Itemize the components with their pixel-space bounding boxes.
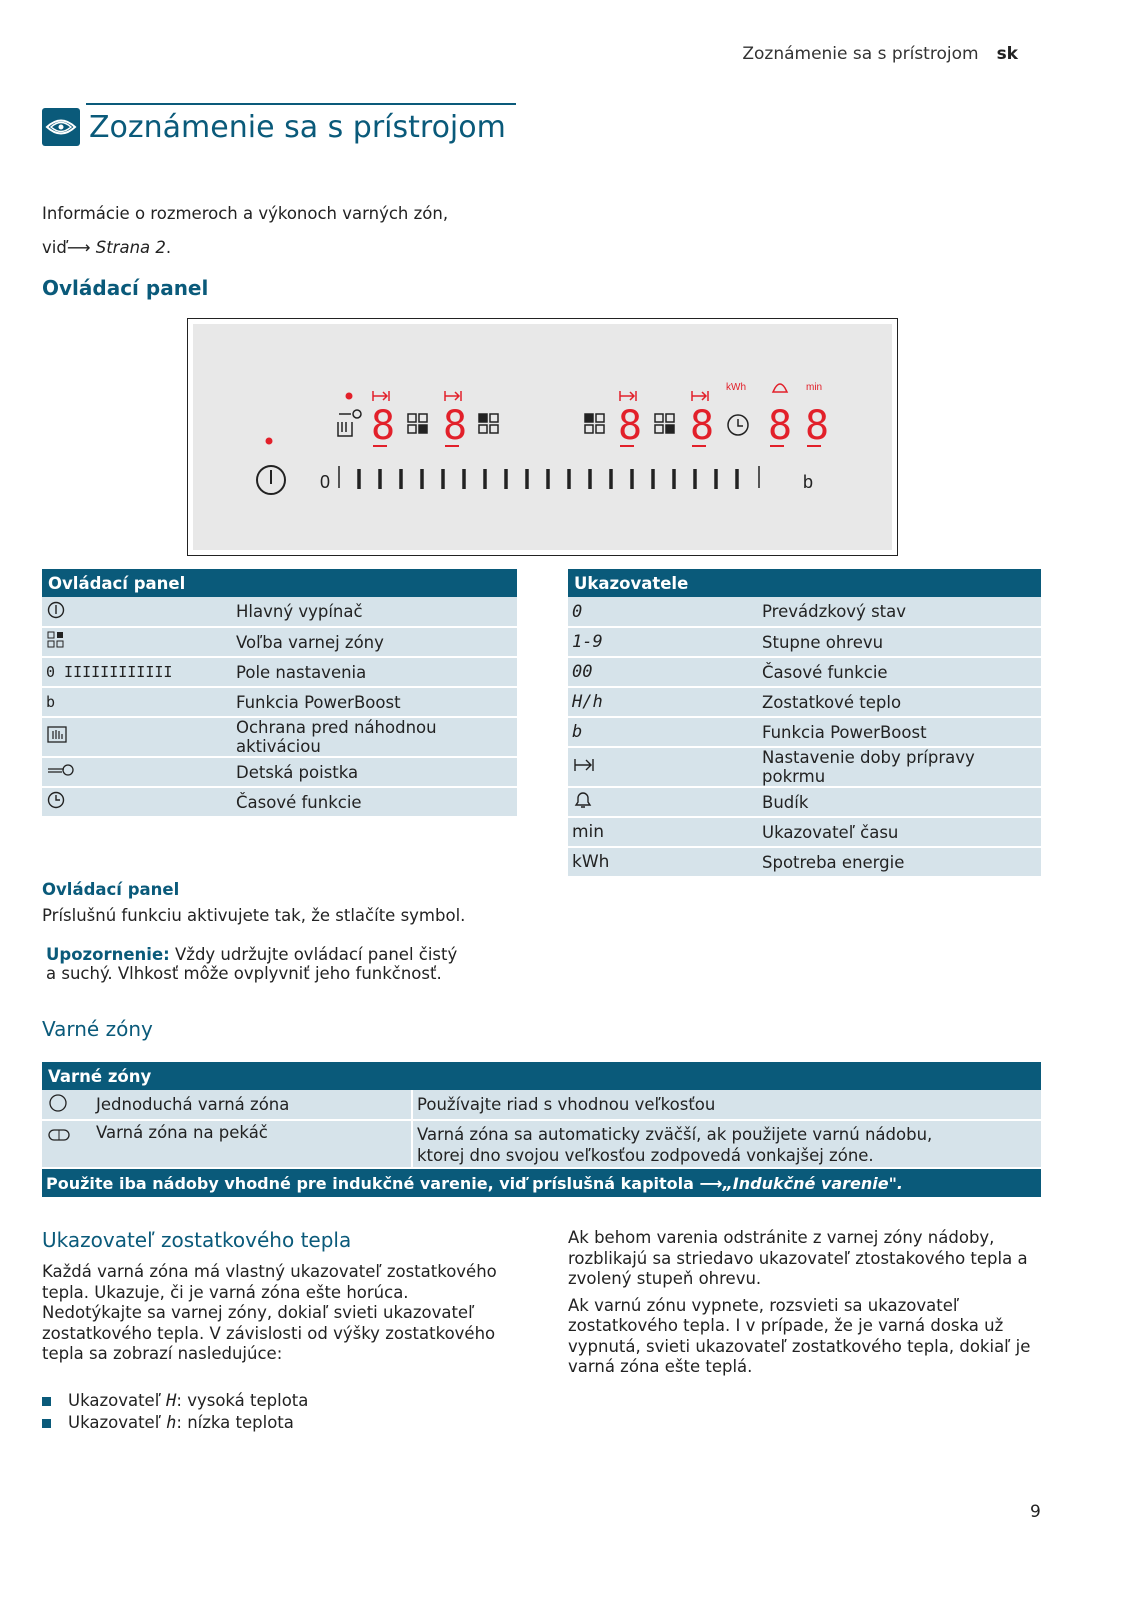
footer-text: Použite iba nádoby vhodné pre indukčné varenie, viď príslušná kapitola — [46, 1173, 694, 1193]
table-row — [42, 757, 517, 787]
table-row — [568, 787, 1041, 817]
row-label: Spotreba energie — [758, 847, 1041, 877]
cooking-zones-table — [42, 1062, 1041, 1199]
table-row — [42, 657, 517, 687]
indicator-symbol: b — [568, 717, 758, 747]
table-row — [42, 787, 517, 817]
arrow-icon: ⟶ — [66, 238, 91, 257]
warning-note — [46, 945, 476, 983]
row-label: Časové funkcie — [758, 657, 1041, 687]
high-heat-symbol: H — [166, 1391, 177, 1411]
page-reference-link[interactable]: Strana 2 — [95, 238, 166, 257]
table-footer — [42, 1168, 1041, 1198]
intro-prefix: viď — [42, 238, 67, 257]
min-label: min — [806, 382, 823, 393]
table-row — [42, 627, 517, 657]
header-section: Zoznámenie sa s prístrojom — [742, 44, 979, 64]
roaster-zone-icon — [46, 1125, 72, 1145]
indicator-dot — [346, 393, 353, 400]
running-header — [742, 44, 1018, 64]
intro-suffix: . — [165, 238, 172, 257]
key-icon — [339, 410, 361, 418]
residual-bullets — [42, 1390, 308, 1434]
note-text: Vždy udržujte ovládací panel čistý — [169, 945, 458, 964]
paragraph: Ak behom varenia odstránite z varnej zóny nádoby, rozblikajú sa striedavo ukazovateľ ztostakového tepla a zvolený stupeň ohrevu. — [568, 1228, 1028, 1288]
wipe-protection-icon — [46, 725, 68, 745]
display-digit: 8 — [805, 403, 830, 449]
row-label: Časové funkcie — [232, 787, 517, 817]
zone-name: Jednoduchá varná zóna — [92, 1090, 412, 1120]
table-row — [568, 817, 1041, 847]
table-row — [42, 1090, 1041, 1120]
row-label: Stupne ohrevu — [758, 627, 1041, 657]
row-label: Ukazovateľ času — [758, 817, 1041, 847]
power-icon — [46, 600, 66, 620]
slider-symbol: 0 IIIIIIIIIIII — [42, 657, 232, 687]
slider-bars — [359, 469, 737, 489]
row-label: Nastavenie doby prípravy pokrmu — [758, 747, 1041, 787]
indicator-symbol: 0 — [568, 597, 758, 627]
row-label: Prevádzkový stav — [758, 597, 1041, 627]
row-label: Hlavný vypínač — [232, 597, 517, 627]
residual-right-text — [568, 1228, 1043, 1384]
intro-line2 — [42, 238, 171, 257]
page-number: 9 — [1030, 1502, 1041, 1522]
zone-select-icon — [479, 414, 498, 433]
indicator-symbol: H/h — [568, 687, 758, 717]
panel-note-heading: Ovládací panel — [42, 880, 180, 899]
zone-desc: Používajte riad s vhodnou veľkosťou — [412, 1090, 1041, 1120]
induction-chapter-link[interactable]: ⟶„Indukčné varenie". — [699, 1173, 904, 1193]
bell-icon — [572, 790, 594, 810]
panel-controls-table — [42, 569, 517, 818]
table-header: Ovládací panel — [42, 569, 517, 597]
intro-line1: Informácie o rozmeroch a výkonoch varných zón, — [42, 204, 449, 223]
indicator-symbol: 00 — [568, 657, 758, 687]
table-row — [42, 717, 517, 757]
display-digit: 8 — [690, 403, 715, 449]
indicator-symbol: kWh — [568, 847, 758, 877]
row-label: Zostatkové teplo — [758, 687, 1041, 717]
residual-left-text: Každá varná zóna má vlastný ukazovateľ zostatkového tepla. Ukazuje, či je varná zóna ešte horúca. Nedotýkajte sa varnej zóny, dokiaľ svieti ukazovateľ zostatkového tepla. V závislosti od výšky zostatkového tepla sa zobrazí nasledujúce: — [42, 1262, 497, 1363]
kwh-label: kWh — [726, 382, 746, 393]
table-row — [568, 687, 1041, 717]
row-label: Pole nastavenia — [232, 657, 517, 687]
table-header: Ukazovatele — [568, 569, 1041, 597]
control-panel-figure — [187, 318, 898, 556]
table-row — [568, 747, 1041, 787]
control-panel-drawing — [193, 324, 892, 550]
table-row — [42, 687, 517, 717]
clock-icon — [46, 790, 66, 810]
key-icon — [46, 760, 76, 780]
display-digit: 8 — [768, 403, 793, 449]
row-label: Voľba varnej zóny — [232, 627, 517, 657]
row-label: Funkcia PowerBoost — [232, 687, 517, 717]
powerboost-label: b — [803, 472, 814, 492]
slider-zero-label: 0 — [320, 472, 331, 492]
list-item: Ukazovateľ H: vysoká teplota — [42, 1390, 308, 1412]
table-row — [568, 717, 1041, 747]
row-label: Funkcia PowerBoost — [758, 717, 1041, 747]
display-digit: 8 — [618, 403, 643, 449]
zone-select-icon — [46, 630, 66, 650]
indicator-dot — [266, 438, 273, 445]
table-header: Varné zóny — [42, 1062, 1041, 1090]
panel-note-text: Príslušnú funkciu aktivujete tak, že stlačíte symbol. — [42, 906, 466, 925]
row-label: Detská poistka — [232, 757, 517, 787]
display-digit: 8 — [443, 403, 468, 449]
powerboost-symbol: b — [42, 687, 232, 717]
header-lang: sk — [996, 44, 1018, 64]
paragraph: Ak varnú zónu vypnete, rozsvieti sa ukazovateľ zostatkového tepla. I v prípade, že je varná doska už vypnutá, svieti ukazovateľ zostatkového tepla, dokiaľ je varná zóna ešte teplá. — [568, 1295, 1031, 1376]
list-item: Ukazovateľ h: nízka teplota — [42, 1412, 308, 1434]
table-row — [568, 597, 1041, 627]
page-title: Zoznámenie sa s prístrojom — [89, 110, 506, 145]
zone-select-icon — [408, 414, 427, 433]
indicators-table — [568, 569, 1041, 878]
indicator-symbol: min — [568, 817, 758, 847]
residual-heading: Ukazovateľ zostatkového tepla — [42, 1228, 352, 1252]
table-row — [568, 627, 1041, 657]
note-label: Upozornenie: — [46, 945, 170, 964]
single-zone-icon — [46, 1093, 70, 1113]
row-label: Budík — [758, 787, 1041, 817]
zone-name: Varná zóna na pekáč — [92, 1120, 412, 1168]
display-digit: 8 — [371, 403, 396, 449]
zone-select-icon — [655, 414, 674, 433]
zones-heading: Varné zóny — [42, 1017, 153, 1041]
table-row — [568, 847, 1041, 877]
table-row — [42, 597, 517, 627]
title-rule — [86, 103, 516, 105]
row-label: Ochrana pred náhodnou aktiváciou — [232, 717, 517, 757]
table-row — [568, 657, 1041, 687]
panel-heading: Ovládací panel — [42, 276, 209, 300]
zone-desc: Varná zóna sa automaticky zväčší, ak použijete varnú nádobu, ktorej dno svojou veľkosťou zodpovedá vonkajšej zóne. — [412, 1120, 1041, 1168]
low-heat-symbol: h — [166, 1413, 177, 1433]
table-row — [42, 1120, 1041, 1168]
prep-time-icon — [572, 755, 598, 775]
indicator-symbol: 1-9 — [568, 627, 758, 657]
eye-icon — [42, 108, 80, 146]
wipe-protection-icon — [338, 422, 352, 436]
note-text: a suchý. Vlhkosť môže ovplyvniť jeho funkčnosť. — [46, 964, 442, 983]
zone-select-icon — [585, 414, 604, 433]
